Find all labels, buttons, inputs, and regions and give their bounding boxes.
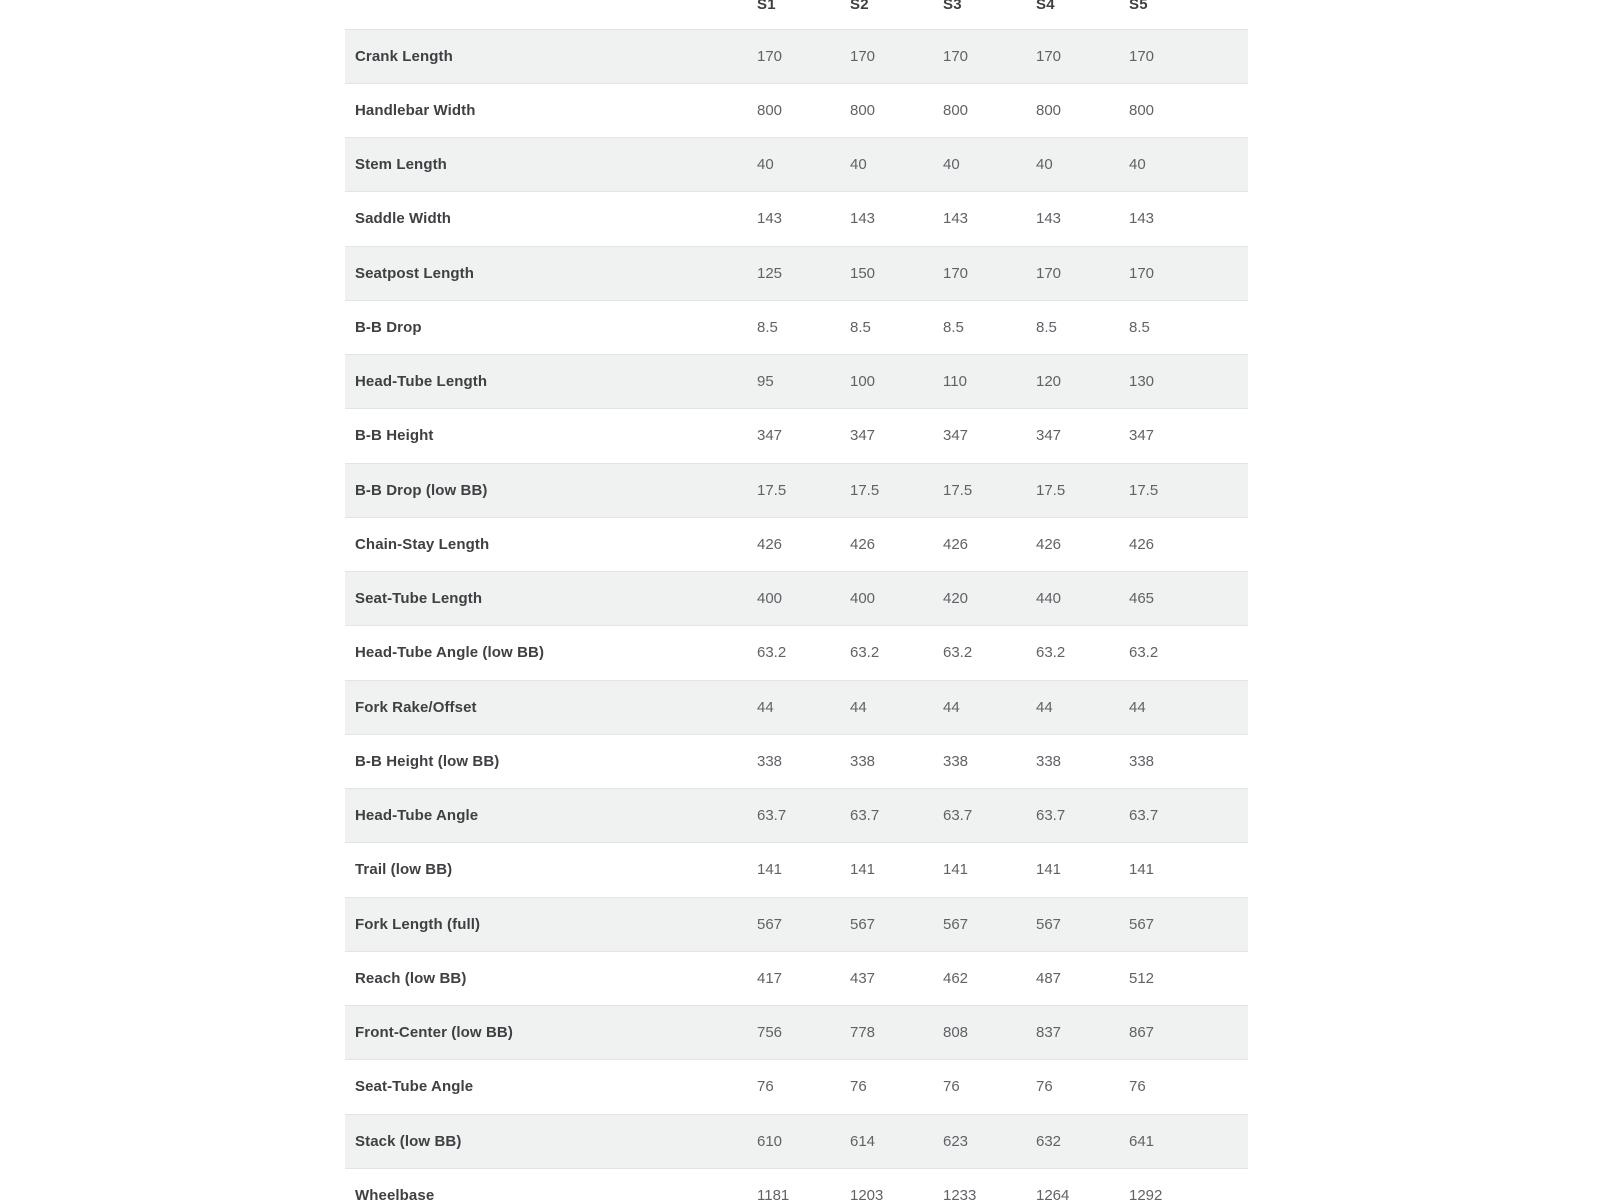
spec-value: 778 xyxy=(850,1024,876,1042)
spec-value: 44 xyxy=(757,698,774,716)
spec-value: 808 xyxy=(943,1024,969,1042)
spec-value: 800 xyxy=(1129,101,1155,119)
spec-value: 17.5 xyxy=(757,481,787,499)
spec-value: 8.5 xyxy=(850,318,871,336)
header-row xyxy=(345,0,1248,29)
table-row xyxy=(345,788,1248,842)
spec-value: 63.7 xyxy=(850,807,880,825)
spec-value: 170 xyxy=(850,47,876,65)
spec-value: 95 xyxy=(757,373,774,391)
spec-value: 338 xyxy=(943,752,969,770)
spec-value: 400 xyxy=(850,590,876,608)
row-label: Seatpost Length xyxy=(355,264,475,282)
spec-value: 76 xyxy=(1036,1078,1053,1096)
spec-value: 110 xyxy=(943,373,967,391)
spec-value: 141 xyxy=(1129,861,1155,879)
row-label: Handlebar Width xyxy=(355,101,476,119)
spec-value: 487 xyxy=(1036,969,1062,987)
table-row xyxy=(345,29,1248,83)
spec-value: 1264 xyxy=(1036,1186,1070,1200)
spec-value: 143 xyxy=(850,210,876,228)
spec-value: 17.5 xyxy=(943,481,973,499)
spec-value: 1203 xyxy=(850,1186,884,1200)
row-label: Seat-Tube Angle xyxy=(355,1078,474,1096)
spec-value: 800 xyxy=(757,101,783,119)
spec-value: 44 xyxy=(1129,698,1146,716)
row-label: B-B Drop (low BB) xyxy=(355,481,488,499)
spec-value: 17.5 xyxy=(1036,481,1066,499)
spec-value: 567 xyxy=(1129,915,1155,933)
spec-value: 170 xyxy=(943,264,969,282)
spec-value: 40 xyxy=(1129,156,1146,174)
spec-value: 610 xyxy=(757,1132,783,1150)
spec-value: 170 xyxy=(1036,47,1062,65)
table-row xyxy=(345,1114,1248,1168)
spec-value: 426 xyxy=(943,535,969,553)
row-label: Seat-Tube Length xyxy=(355,590,483,608)
spec-value: 8.5 xyxy=(1036,318,1057,336)
geometry-spec-table xyxy=(345,0,1248,1200)
spec-value: 462 xyxy=(943,969,969,987)
column-header-s2: S2 xyxy=(850,0,869,13)
row-label: Saddle Width xyxy=(355,210,452,228)
spec-value: 76 xyxy=(850,1078,867,1096)
spec-value: 170 xyxy=(757,47,783,65)
spec-value: 837 xyxy=(1036,1024,1062,1042)
table-row xyxy=(345,571,1248,625)
spec-value: 347 xyxy=(757,427,783,445)
spec-value: 426 xyxy=(1129,535,1155,553)
row-label: Head-Tube Angle (low BB) xyxy=(355,644,545,662)
spec-value: 143 xyxy=(943,210,969,228)
table-row xyxy=(345,951,1248,1005)
spec-value: 40 xyxy=(757,156,774,174)
spec-value: 756 xyxy=(757,1024,783,1042)
spec-value: 8.5 xyxy=(1129,318,1150,336)
spec-value: 567 xyxy=(1036,915,1062,933)
table-row xyxy=(345,191,1248,245)
spec-value: 40 xyxy=(943,156,960,174)
spec-value: 63.7 xyxy=(1036,807,1066,825)
row-label: B-B Drop xyxy=(355,318,422,336)
spec-value: 347 xyxy=(1129,427,1155,445)
spec-value: 426 xyxy=(850,535,876,553)
spec-value: 641 xyxy=(1129,1132,1155,1150)
row-label: B-B Height (low BB) xyxy=(355,752,500,770)
spec-value: 400 xyxy=(757,590,783,608)
spec-value: 63.7 xyxy=(1129,807,1159,825)
row-label: Chain-Stay Length xyxy=(355,535,490,553)
spec-value: 17.5 xyxy=(1129,481,1159,499)
row-label: Stem Length xyxy=(355,156,447,174)
spec-value: 143 xyxy=(757,210,783,228)
table-row xyxy=(345,842,1248,896)
table-row xyxy=(345,408,1248,462)
spec-value: 1181 xyxy=(757,1186,790,1200)
table-row xyxy=(345,463,1248,517)
spec-value: 614 xyxy=(850,1132,876,1150)
spec-value: 100 xyxy=(850,373,876,391)
row-label: Stack (low BB) xyxy=(355,1132,462,1150)
table-row xyxy=(345,734,1248,788)
table-row xyxy=(345,1168,1248,1200)
spec-value: 567 xyxy=(850,915,876,933)
spec-value: 567 xyxy=(943,915,969,933)
row-label: Reach (low BB) xyxy=(355,969,467,987)
column-header-s3: S3 xyxy=(943,0,962,13)
spec-value: 632 xyxy=(1036,1132,1062,1150)
row-label: Trail (low BB) xyxy=(355,861,453,879)
spec-value: 76 xyxy=(1129,1078,1146,1096)
spec-value: 417 xyxy=(757,969,783,987)
spec-value: 170 xyxy=(1129,264,1155,282)
spec-value: 1292 xyxy=(1129,1186,1163,1200)
table-row xyxy=(345,1005,1248,1059)
spec-value: 338 xyxy=(1129,752,1155,770)
spec-value: 170 xyxy=(1036,264,1062,282)
column-header-s5: S5 xyxy=(1129,0,1148,13)
table-row xyxy=(345,517,1248,571)
spec-value: 8.5 xyxy=(943,318,964,336)
spec-value: 338 xyxy=(1036,752,1062,770)
spec-value: 437 xyxy=(850,969,876,987)
spec-value: 170 xyxy=(1129,47,1155,65)
spec-value: 40 xyxy=(1036,156,1053,174)
row-label: B-B Height xyxy=(355,427,434,445)
spec-value: 141 xyxy=(943,861,969,879)
spec-value: 867 xyxy=(1129,1024,1155,1042)
spec-value: 17.5 xyxy=(850,481,880,499)
spec-value: 800 xyxy=(850,101,876,119)
table-row xyxy=(345,354,1248,408)
row-label: Fork Length (full) xyxy=(355,915,481,933)
table-row xyxy=(345,246,1248,300)
spec-value: 76 xyxy=(757,1078,774,1096)
spec-value: 130 xyxy=(1129,373,1155,391)
spec-value: 170 xyxy=(943,47,969,65)
column-header-s4: S4 xyxy=(1036,0,1055,13)
spec-value: 623 xyxy=(943,1132,969,1150)
row-label: Wheelbase xyxy=(355,1186,435,1200)
spec-value: 63.2 xyxy=(757,644,787,662)
table-row xyxy=(345,625,1248,679)
table-row xyxy=(345,680,1248,734)
spec-value: 63.7 xyxy=(943,807,973,825)
spec-value: 63.7 xyxy=(757,807,787,825)
row-label: Crank Length xyxy=(355,47,453,65)
spec-value: 426 xyxy=(757,535,783,553)
spec-value: 141 xyxy=(1036,861,1062,879)
row-label: Front-Center (low BB) xyxy=(355,1024,513,1042)
spec-value: 512 xyxy=(1129,969,1155,987)
spec-value: 141 xyxy=(757,861,783,879)
spec-value: 347 xyxy=(943,427,969,445)
spec-value: 440 xyxy=(1036,590,1062,608)
spec-value: 465 xyxy=(1129,590,1155,608)
spec-value: 338 xyxy=(757,752,783,770)
spec-value: 567 xyxy=(757,915,783,933)
spec-value: 63.2 xyxy=(850,644,880,662)
spec-value: 143 xyxy=(1036,210,1062,228)
spec-value: 338 xyxy=(850,752,876,770)
spec-value: 63.2 xyxy=(1129,644,1159,662)
spec-value: 63.2 xyxy=(943,644,973,662)
spec-value: 76 xyxy=(943,1078,960,1096)
table-row xyxy=(345,300,1248,354)
row-label: Head-Tube Angle xyxy=(355,807,479,825)
spec-value: 44 xyxy=(1036,698,1053,716)
spec-value: 150 xyxy=(850,264,876,282)
spec-value: 8.5 xyxy=(757,318,778,336)
spec-value: 426 xyxy=(1036,535,1062,553)
row-label: Fork Rake/Offset xyxy=(355,698,477,716)
spec-value: 347 xyxy=(1036,427,1062,445)
spec-value: 44 xyxy=(850,698,867,716)
spec-value: 1233 xyxy=(943,1186,977,1200)
spec-value: 800 xyxy=(1036,101,1062,119)
spec-value: 141 xyxy=(850,861,876,879)
table-body xyxy=(345,29,1248,1200)
spec-value: 120 xyxy=(1036,373,1062,391)
row-label: Head-Tube Length xyxy=(355,373,488,391)
table-row xyxy=(345,897,1248,951)
spec-value: 63.2 xyxy=(1036,644,1066,662)
table-row xyxy=(345,1059,1248,1113)
spec-value: 40 xyxy=(850,156,867,174)
spec-value: 800 xyxy=(943,101,969,119)
table-row xyxy=(345,83,1248,137)
spec-value: 143 xyxy=(1129,210,1155,228)
spec-value: 420 xyxy=(943,590,969,608)
spec-value: 347 xyxy=(850,427,876,445)
column-header-s1: S1 xyxy=(757,0,776,13)
spec-value: 44 xyxy=(943,698,960,716)
spec-value: 125 xyxy=(757,264,783,282)
table-row xyxy=(345,137,1248,191)
